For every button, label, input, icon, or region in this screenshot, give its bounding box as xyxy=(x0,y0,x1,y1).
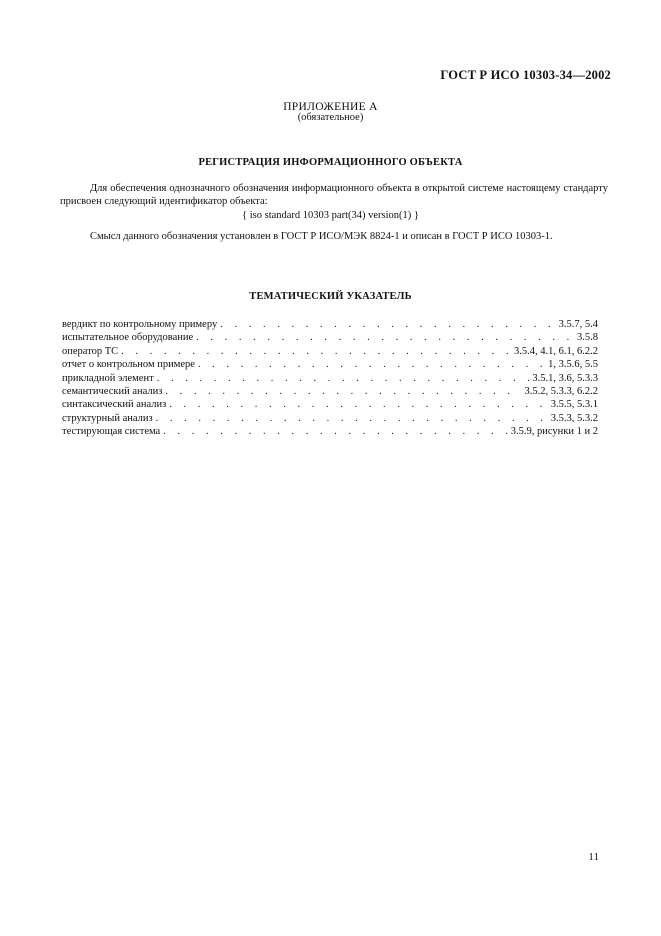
index-refs: 1, 3.5.6, 5.5 xyxy=(548,359,598,371)
index-refs: 3.5.2, 5.3.3, 6.2.2 xyxy=(524,385,598,397)
page-number: 11 xyxy=(588,851,599,863)
index-term: испытательное оборудование xyxy=(62,332,194,344)
index-entry xyxy=(62,318,598,331)
index-refs: 3.5.5, 5.3.1 xyxy=(550,399,598,411)
index-refs: 3.5.8 xyxy=(577,332,598,344)
index-term: вердикт по контрольному примеру xyxy=(62,319,218,330)
index-term: синтаксический анализ xyxy=(62,399,167,411)
index-refs: 3.5.1, 3.6, 5.3.3 xyxy=(532,372,598,384)
index-term: семантический анализ xyxy=(62,385,163,397)
index-term: оператор ТС xyxy=(62,345,119,357)
index-term: прикладной элемент xyxy=(62,372,154,384)
index-entry xyxy=(62,412,598,425)
index-refs: 3.5.9, рисунки 1 и 2 xyxy=(510,426,598,438)
leader-dots xyxy=(165,385,521,398)
index-term: отчет о контрольном примере xyxy=(62,359,195,371)
index-entry xyxy=(62,398,598,411)
leader-dots xyxy=(196,331,574,344)
registration-paragraph: Для обеспечения однозначного обозначения информационного объекта в открытой системе настоящему стандарту присвоен следующий идентификатор объекта: xyxy=(60,183,608,207)
index-entry xyxy=(62,385,598,398)
document-code: ГОСТ Р ИСО 10303-34—2002 xyxy=(440,68,611,82)
leader-dots xyxy=(169,398,547,411)
registration-heading: РЕГИСТРАЦИЯ ИНФОРМАЦИОННОГО ОБЪЕКТА xyxy=(198,157,463,168)
leader-dots xyxy=(157,372,530,385)
index-heading: ТЕМАТИЧЕСКИЙ УКАЗАТЕЛЬ xyxy=(249,291,412,302)
index-entry xyxy=(62,358,598,371)
index-entry xyxy=(62,345,598,358)
index-entry xyxy=(62,425,598,438)
leader-dots xyxy=(220,318,555,331)
subject-index xyxy=(62,318,598,439)
leader-dots xyxy=(198,358,545,371)
index-entry xyxy=(62,372,598,385)
leader-dots xyxy=(163,425,508,438)
index-refs: 3.5.7, 5.4 xyxy=(558,319,598,330)
index-entry xyxy=(62,331,598,344)
index-refs: 3.5.3, 5.3.2 xyxy=(550,412,598,424)
index-term: структурный анализ xyxy=(62,412,153,424)
object-identifier: { iso standard 10303 part(34) version(1) } xyxy=(242,210,419,221)
leader-dots xyxy=(121,345,511,358)
index-term: тестирующая система xyxy=(62,426,161,438)
leader-dots xyxy=(156,412,548,425)
appendix-title: ПРИЛОЖЕНИЕ А xyxy=(283,101,378,113)
registration-reference-paragraph: Смысл данного обозначения установлен в ГОСТ Р ИСО/МЭК 8824-1 и описан в ГОСТ Р ИСО 10303-1. xyxy=(90,231,553,242)
appendix-subtitle: (обязательное) xyxy=(297,112,364,123)
index-refs: 3.5.4, 4.1, 6.1, 6.2.2 xyxy=(514,345,598,357)
